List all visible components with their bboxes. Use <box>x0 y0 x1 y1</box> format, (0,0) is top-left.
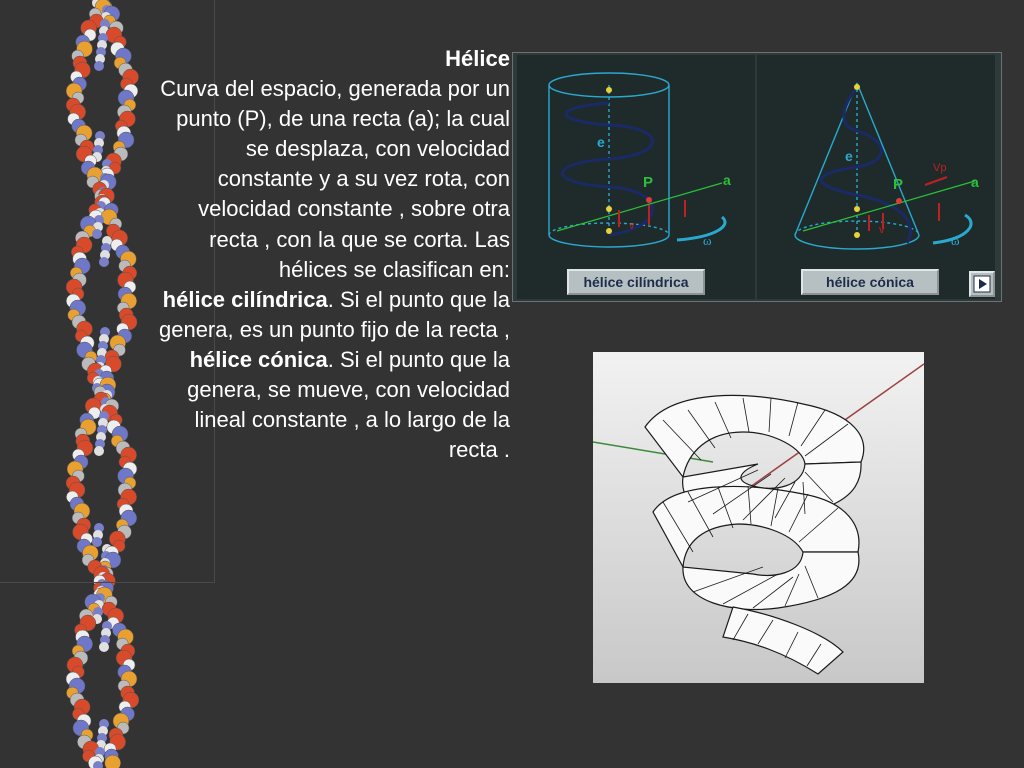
svg-text:a: a <box>723 172 731 188</box>
term-conical: hélice cónica <box>189 346 328 372</box>
svg-text:ω: ω <box>703 233 712 248</box>
svg-text:e: e <box>597 134 605 150</box>
conical-helix-button[interactable]: hélice cónica <box>801 269 939 295</box>
term-cylindrical: hélice cilíndrica <box>162 286 328 312</box>
helicoid-render <box>593 352 924 683</box>
svg-text:v: v <box>879 224 885 236</box>
intro-paragraph: Curva del espacio, generada por un punto (P), de una recta (a); la cual se desplaza, con velocidad constante y a su vez rota, con velocidad constante , sobre otra recta , con la que se corta. Las hélices se clasifican en: <box>160 76 510 282</box>
description-text <box>148 44 510 465</box>
svg-text:a: a <box>971 174 979 190</box>
play-button[interactable] <box>969 271 995 297</box>
svg-text:v: v <box>629 220 635 232</box>
panel-conical <box>757 55 995 299</box>
svg-text:ω: ω <box>951 233 960 248</box>
svg-text:P: P <box>893 176 904 193</box>
panel-cylindrical <box>517 55 755 299</box>
svg-text:e: e <box>845 148 853 164</box>
cylinder-diagram <box>517 55 755 299</box>
svg-text:P: P <box>643 174 654 191</box>
desc-conical: . Si el punto que la genera, se mueve, con velocidad lineal constante , a lo largo de la recta . <box>187 346 510 463</box>
desc-cylindrical: . Si el punto que la genera, es un punto fijo de la recta , <box>158 286 510 342</box>
svg-text:Vp: Vp <box>933 162 947 174</box>
cylindrical-helix-button[interactable]: hélice cilíndrica <box>567 269 705 295</box>
cone-diagram <box>757 55 995 299</box>
dna-decoration <box>55 0 150 768</box>
divider-horizontal <box>0 582 215 583</box>
play-icon <box>971 273 993 295</box>
helix-applet <box>512 52 1002 302</box>
title: Hélice <box>445 46 510 71</box>
